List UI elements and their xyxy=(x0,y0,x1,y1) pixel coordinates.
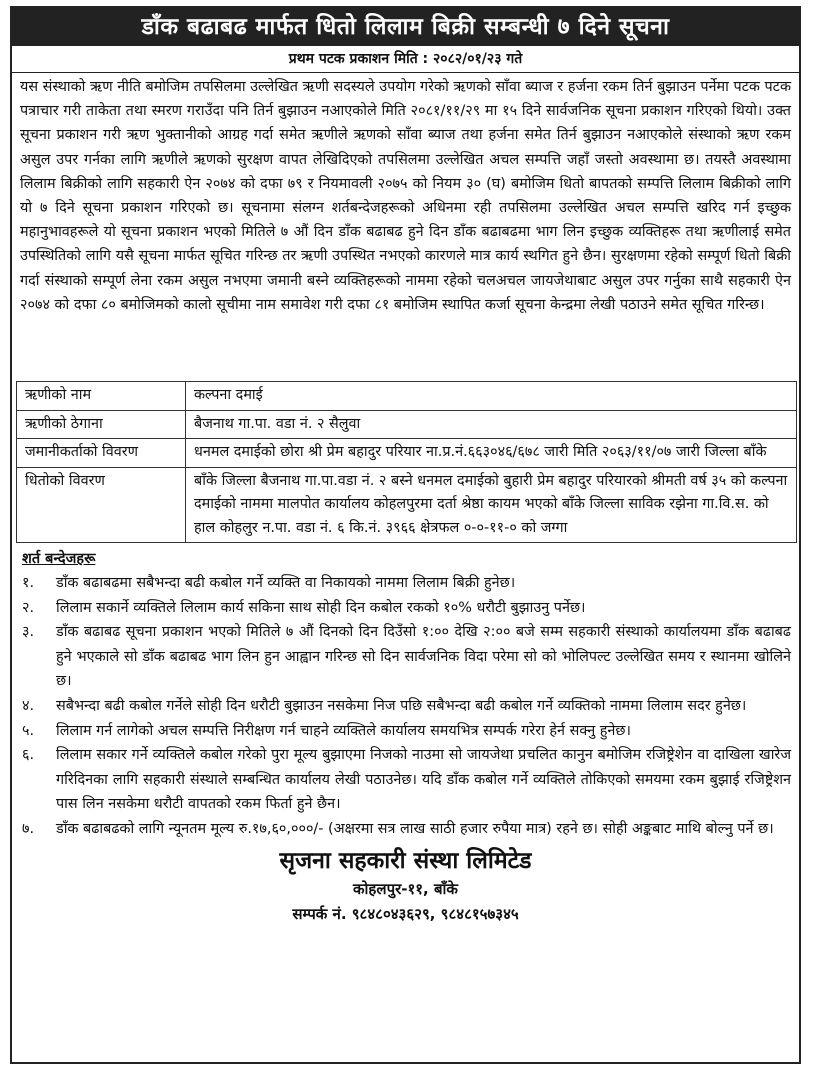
term-text: लिलाम सकार्ने व्यक्तिले लिलाम कार्य सकिना साथ सोही दिन कबोल रकको १०% धरौटी बुझाउनु पर्नेछ। xyxy=(56,599,586,616)
list-item xyxy=(20,743,791,817)
notice xyxy=(10,6,801,1064)
detail-label: ऋणीको नाम xyxy=(17,382,186,411)
term-text: लिलाम सकार गर्ने व्यक्तिले कबोल गरेको पुरा मूल्य बुझाएमा निजको नाउमा सो जायजेथा प्रचलित कानुन बमोजिम रजिष्ट्रेशेन वा दाखिला खारेज गरिदिनका लागि सहकारी संस्थाले सम्बन्धित कार्यालय लेखी पठाउनेछ। यदि डाँक कबोल गर्ने व्यक्तिले तोकिएको समयमा रकम बुझाई रजिष्ट्रेशन पास लिन नसकेमा धरौटी वापतको रकम फिर्ता हुने छैन। xyxy=(56,747,791,813)
table-row xyxy=(17,410,797,439)
notice-title: डाँक बढाबढ मार्फत धितो लिलाम बिक्री सम्बन्धी ७ दिने सूचना xyxy=(12,8,799,46)
term-text: डाँक बढाबढ सूचना प्रकाशन भएको मितिले ७ औं दिनको दिन दिउँसो १:०० देखि २:०० बजे सम्म सहकारी संस्थाको कार्यालयमा डाँक बढाबढ हुने भएकाले सो डाँक बढाबढ भाग लिन हुन आह्वान गरिन्छ सो दिन सार्वजनिक विदा परेमा सो को भोलिपल्ट उल्लेखित समय र स्थानमा खोलिने छ। xyxy=(56,624,791,690)
table-row xyxy=(17,382,797,411)
list-item xyxy=(20,817,791,842)
term-number: ३. xyxy=(22,624,35,641)
term-number: ४. xyxy=(22,697,35,714)
term-text: सबैभन्दा बढी कबोल गर्नेले सोही दिन धरौटी बुझाउन नसकेमा निज पछि सबैभन्दा बढी कबोल गर्ने व्यक्तिको नाममा लिलाम सदर हुनेछ। xyxy=(56,697,747,714)
term-number: ५. xyxy=(22,722,35,739)
publication-date: प्रथम पटक प्रकाशन मिति : २०८२/०१/२३ गते xyxy=(12,46,799,73)
list-item xyxy=(20,694,791,719)
terms-heading: शर्त बन्देजहरू xyxy=(22,551,96,567)
notice-body-paragraph: यस संस्थाको ऋण नीति बमोजिम तपसिलमा उल्लेखित ऋणी सदस्यले उपयोग गरेको ऋणको साँवा ब्याज र हर्जना रकम तिर्न बुझाउन पर्नेमा पटक पटक पत्राचार गरी ताकेता तथा स्मरण गराउँदा पनि तिर्न बुझाउन नआएकोले मिति २०८१/११/२९ मा १५ दिने सार्वजनिक सूचना प्रकाशन गरिएको थियो। उक्त सूचना प्रकाशन गरी ऋण भुक्तानीको आग्रह गर्दा समेत ऋणीले ऋणको साँवा ब्याज तथा हर्जना समेत तिर्न बुझाउन नआएकोले संस्थाको ऋण रकम असुल उपर गर्नका लागि ऋणीले ऋणको सुरक्षण वापत लेखिदिएको तपसिलमा उल्लेखित अचल सम्पत्ति जहाँ जस्तो अवस्थामा छ। तयस्तै अवस्थामा लिलाम बिक्रीको लागि सहकारी ऐन २०७४ को दफा ७९ र नियमावली २०७५ को नियम ३० (घ) बमोजिम धितो बापतको सम्पत्ति लिलाम बिक्रीको लागि यो ७ दिने सूचना प्रकाशन गरिएको छ। सूचनामा संलग्न शर्तबन्देजहरूको अधिनमा रही तपसिलमा उल्लेखित अचल सम्पत्ति खरिद गर्न इच्छुक महानुभावहरूले यो सूचना प्रकाशन भएको मितिले ७ औं दिन डाँक बढाबढ हुने दिन डाँक बढाबढमा भाग लिन इच्छुक व्यक्तिहरू तथा ऋणीलाई समेत उपस्थितिको लागि यसै सूचना मार्फत सूचित गरिन्छ तर ऋणी उपस्थित नभएको कारणले मात्र कार्य स्थगित हुने छैन। सुरक्षणमा रहेको सम्पूर्ण धितो बिक्री गर्दा संस्थाको सम्पूर्ण लेना रकम असुल नभएमा जमानी बस्ने व्यक्तिहरूको नाममा रहेको चलअचल जायजेथाबाट असुल उपर गर्नुका साथै सहकारी ऐन २०७४ को दफा ८० बमोजिमको कालो सूचीमा नाम समावेश गरी दफा ८१ बमोजिम स्थापित कर्जा सूचना केन्द्रमा लेखी पठाउने समेत सूचित गरिन्छ। xyxy=(20,79,791,313)
borrower-details-table xyxy=(16,381,797,543)
detail-label: ऋणीको ठेगाना xyxy=(17,410,186,439)
detail-value: कल्पना दमाई xyxy=(186,382,797,411)
term-text: डाँक बढाबढको लागि न्यूनतम मूल्य रु.१७,६०,०००/- (अक्षरमा सत्र लाख साठी हजार रुपैया मात्र) रहने छ। सोही अङ्कबाट माथि बोल्नु पर्ने छ। xyxy=(56,820,774,837)
list-item xyxy=(20,719,791,744)
list-item xyxy=(20,571,791,596)
detail-label: जमानीकर्ताको विवरण xyxy=(17,439,186,468)
detail-value: बाँके जिल्ला बैजनाथ गा.पा.वडा नं. २ बस्ने धनमल दमाईको बुहारी प्रेम बहादुर परियारको श्रीमती वर्ष ३५ को कल्पना दमाईको नाममा मालपोत कार्यालय कोहलपुरमा दर्ता श्रेष्ठा कायम भएको बाँके जिल्ला साविक रझेना गा.वि.स. को हाल कोहलुर न.पा. वडा नं. ६ कि.नं. ३९६६ क्षेत्रफल ०-०-११-० को जग्गा xyxy=(186,467,797,543)
detail-label: धितोको विवरण xyxy=(17,467,186,543)
term-number: ६. xyxy=(22,747,35,764)
term-number: ७. xyxy=(22,820,35,837)
footer xyxy=(12,846,799,926)
table-row xyxy=(17,439,797,468)
term-number: २. xyxy=(22,599,35,616)
organization-address: कोहलपुर-११, बाँके xyxy=(353,879,458,898)
term-text: लिलाम गर्न लागेको अचल सम्पत्ति निरीक्षण गर्न चाहने व्यक्तिले कार्यालय समयभित्र सम्पर्क गरेरा हेर्न सक्नु हुनेछ। xyxy=(56,722,631,739)
contact-numbers: सम्पर्क नं. ९८४८०४३६२९, ९८४८१५७३४५ xyxy=(292,904,519,923)
detail-value: बैजनाथ गा.पा. वडा नं. २ सैलुवा xyxy=(186,410,797,439)
table-row xyxy=(17,467,797,543)
list-item xyxy=(20,620,791,694)
term-number: १. xyxy=(22,575,35,591)
detail-value: धनमल दमाईको छोरा श्री प्रेम बहादुर परियार ना.प्र.नं.६६३०४६/६७८ जारी मिति २०६३/११/०७ जारी जिल्ला बाँके xyxy=(186,439,797,468)
terms-list xyxy=(12,571,799,842)
list-item xyxy=(20,596,791,621)
term-text: डाँक बढाबढमा सबैभन्दा बढी कबोल गर्ने व्यक्ति वा निकायको नाममा लिलाम बिक्री हुनेछ। xyxy=(56,575,516,591)
organization-name: सृजना सहकारी संस्था लिमिटेड xyxy=(279,847,532,874)
